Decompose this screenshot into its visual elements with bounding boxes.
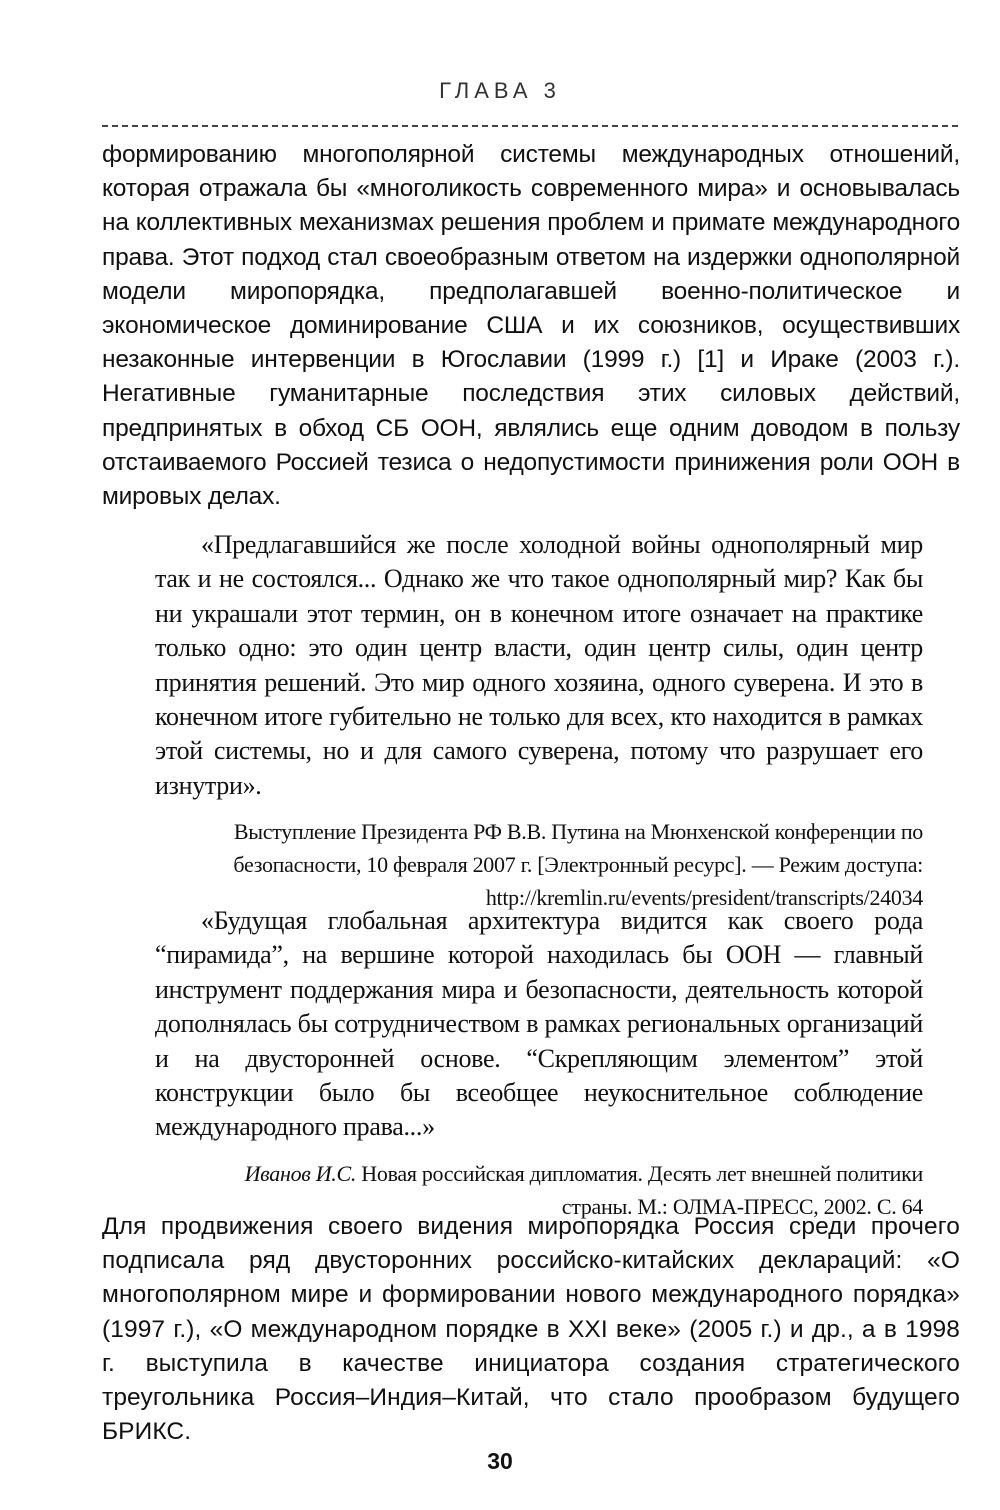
quote-text: «Будущая глобальная архитектура видится как своего рода “пирамида”, на вершине которой находилась бы ООН — главный инструмент поддержания мира и безопасности, деятельность которой дополнялась бы сотрудничеством в рамках региональных организаций и на двусторонней основе. “Скрепляющим элементом” этой конструкции было бы всеобщее неукоснительное соблюдение международного права...» [155,906,923,1142]
body-paragraph: формированию многополярной системы международных отношений, которая отражала бы «многоликость современного мира» и основывалась на коллективных механизмах решения проблем и примате международного права. Этот подход стал своеобразным ответом на издержки однополярной модели миропорядка, предполагавшей военно-политическое и экономическое доминирование США и их союзников, осуществивших незаконные интервенции в Югославии (1999 г.) [1] и Ираке (2003 г.). Негативные гуманитарные последствия этих силовых действий, предпринятых в обход СБ ООН, являлись еще одним доводом в пользу отстаиваемого Россией тезиса о недопустимости принижения роли ООН в мировых делах. [102,141,960,511]
running-header: ГЛАВА 3 [439,78,561,103]
quote-source [155,815,923,914]
quote-source-text: Выступление Президента РФ В.В. Путина на Мюнхенской конференции по безопасности, 10 февраля 2007 г. [Электронный ресурс]. — Режим доступа: http://kremlin.ru/events/president/transcripts/24034 [233,819,923,911]
quote-text: «Предлагавшийся же после холодной войны однополярный мир так и не состоялся... Однако же что такое однополярный мир? Как бы ни украшали этот термин, он в конечном итоге означает на практике только одно: это один центр власти, один центр силы, один центр принятия решений. Это мир одного хозяина, одного суверена. И это в конечном итоге губительно не только для всех, кто находится в рамках этой системы, но и для самого суверена, потому что разрушает его изнутри». [155,530,923,800]
header-rule [102,125,958,127]
quote-source-author: Иванов И.С. [244,1160,357,1186]
page-number: 30 [487,1448,513,1474]
block-quote [155,904,923,1223]
body-paragraph: Для продвижения своего видения миропорядка Россия среди прочего подписала ряд двусторонних российско-китайских деклараций: «О многополярном мире и формировании нового международного порядка» (1997 г.), «О международном порядке в XXI веке» (2005 г.) и др., а в 1998 г. выступила в качестве инициатора создания стратегического треугольника Россия–Индия–Китай, что стало прообразом будущего БРИКС. [102,1213,960,1446]
quote-source-text: Новая российская дипломатия. Десять лет внешней политики страны. М.: ОЛМА-ПРЕСС, 2002. С. 64 [356,1160,923,1219]
block-quote [155,528,923,914]
